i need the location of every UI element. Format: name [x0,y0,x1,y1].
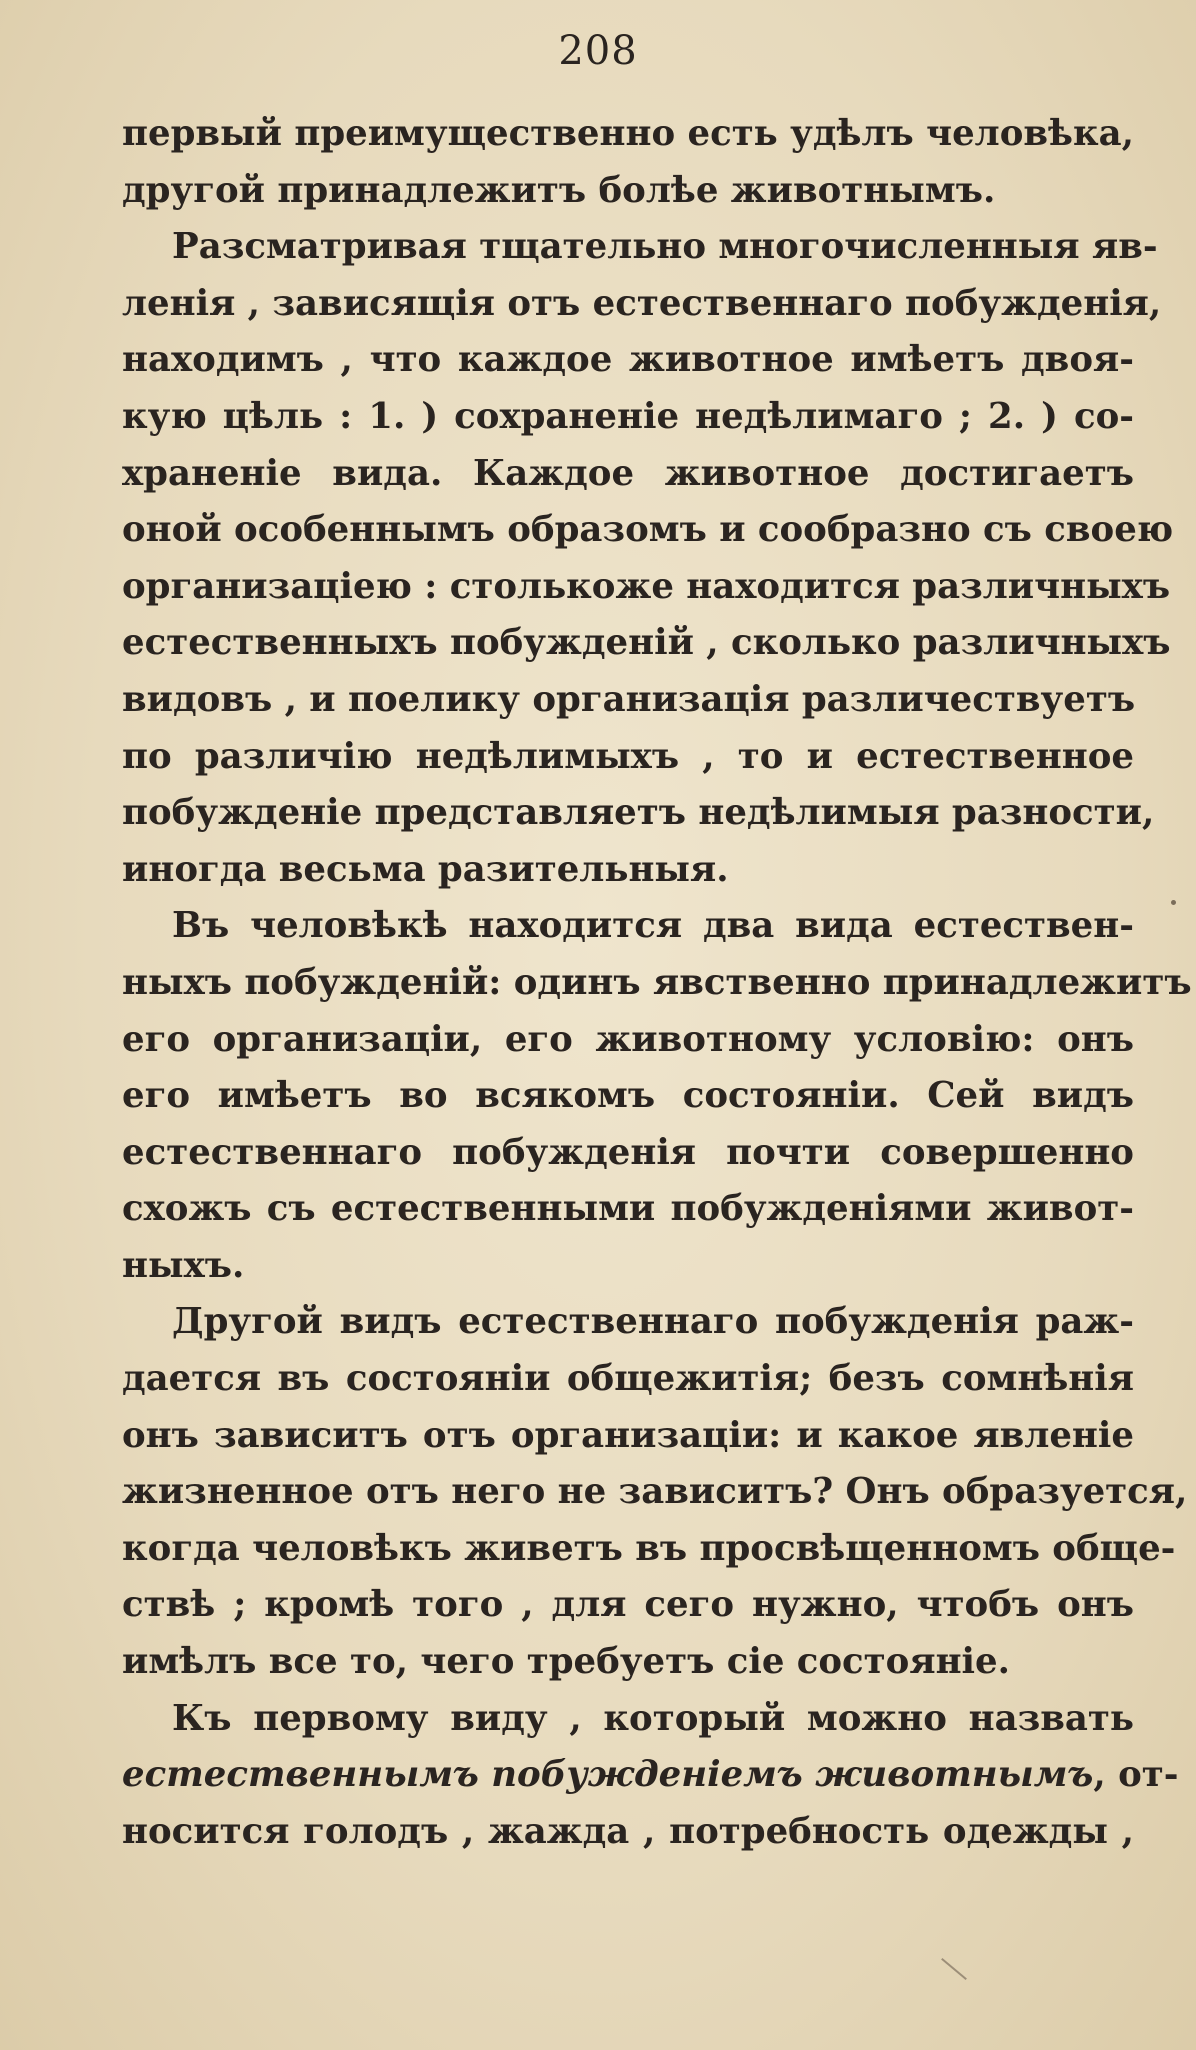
text-line: когда человѣкъ живетъ въ просвѣщенномъ обще- [122,1527,1176,1569]
text-line: ствѣ ; кромѣ того , для сего нужно, чтобъ онъ [122,1584,1134,1626]
text-line: организаціею : столькоже находится различныхъ [122,565,1171,607]
text-line: ныхъ побужденій: одинъ явственно принадлежитъ [122,961,1192,1003]
text-line: естественныхъ побужденій , сколько различныхъ [122,622,1171,664]
text-line: другой принадлежитъ болѣе животнымъ. [122,169,996,211]
text-line-with-italic [122,1747,1179,1804]
text-line: Другой видъ естественнаго побужденія раж- [172,1301,1134,1343]
text-line: по различію недѣлимыхъ , то и естественное [122,735,1134,777]
text-line: жизненное отъ него не зависитъ? Онъ образуется, [122,1471,1188,1513]
text-line: имѣлъ все то, чего требуетъ сіе состояніе. [122,1641,1010,1683]
text-line: дается въ состояніи общежитія; безъ сомнѣнія [122,1358,1134,1400]
text-line: побужденіе представляетъ недѣлимыя разности, [122,792,1155,834]
paragraph [122,898,1192,1294]
body-text [122,106,1192,1860]
paper-smudge [1171,900,1176,905]
paragraph [122,1691,1179,1861]
text-line: Разсматривая тщательно многочисленныя яв- [172,226,1158,268]
paper-scratch [941,1958,967,1980]
text-line: Въ человѣкѣ находится два вида естествен- [172,905,1134,947]
italic-term: естественнымъ побужденіемъ животнымъ [122,1754,1094,1796]
text-line: кую цѣль : 1. ) сохраненіе недѣлимаго ; 2. ) со- [122,395,1134,437]
paragraph [122,106,1134,219]
text-line: естественнаго побужденія почти совершенно [122,1131,1134,1173]
text-line: носится голодъ , жажда , потребность одежды , [122,1810,1134,1852]
paragraph [122,1294,1188,1690]
text-fragment: , от- [1093,1754,1179,1796]
text-line: ленія , зависящія отъ естественнаго побужденія, [122,282,1162,324]
text-line: находимъ , что каждое животное имѣетъ двоя- [122,339,1134,381]
text-line: ныхъ. [122,1244,245,1286]
text-line: первый преимущественно есть удѣлъ человѣка, [122,113,1135,154]
page-number: 208 [558,28,638,74]
paragraph [122,219,1174,898]
text-line: храненіе вида. Каждое животное достигаетъ [122,452,1134,494]
text-line: онъ зависитъ отъ организаціи: и какое явленіе [122,1414,1134,1456]
text-line: видовъ , и поелику организація различествуетъ [122,678,1136,720]
text-line: его организаціи, его животному условію: онъ [122,1018,1134,1060]
text-line: иногда весьма разительныя. [122,848,729,890]
text-line: его имѣетъ во всякомъ состояніи. Сей видъ [122,1075,1134,1117]
text-line: Къ первому виду , который можно назвать [172,1697,1134,1739]
text-line: оной особеннымъ образомъ и сообразно съ своею [122,509,1174,551]
text-line: схожъ съ естественными побужденіями живот- [122,1188,1134,1230]
